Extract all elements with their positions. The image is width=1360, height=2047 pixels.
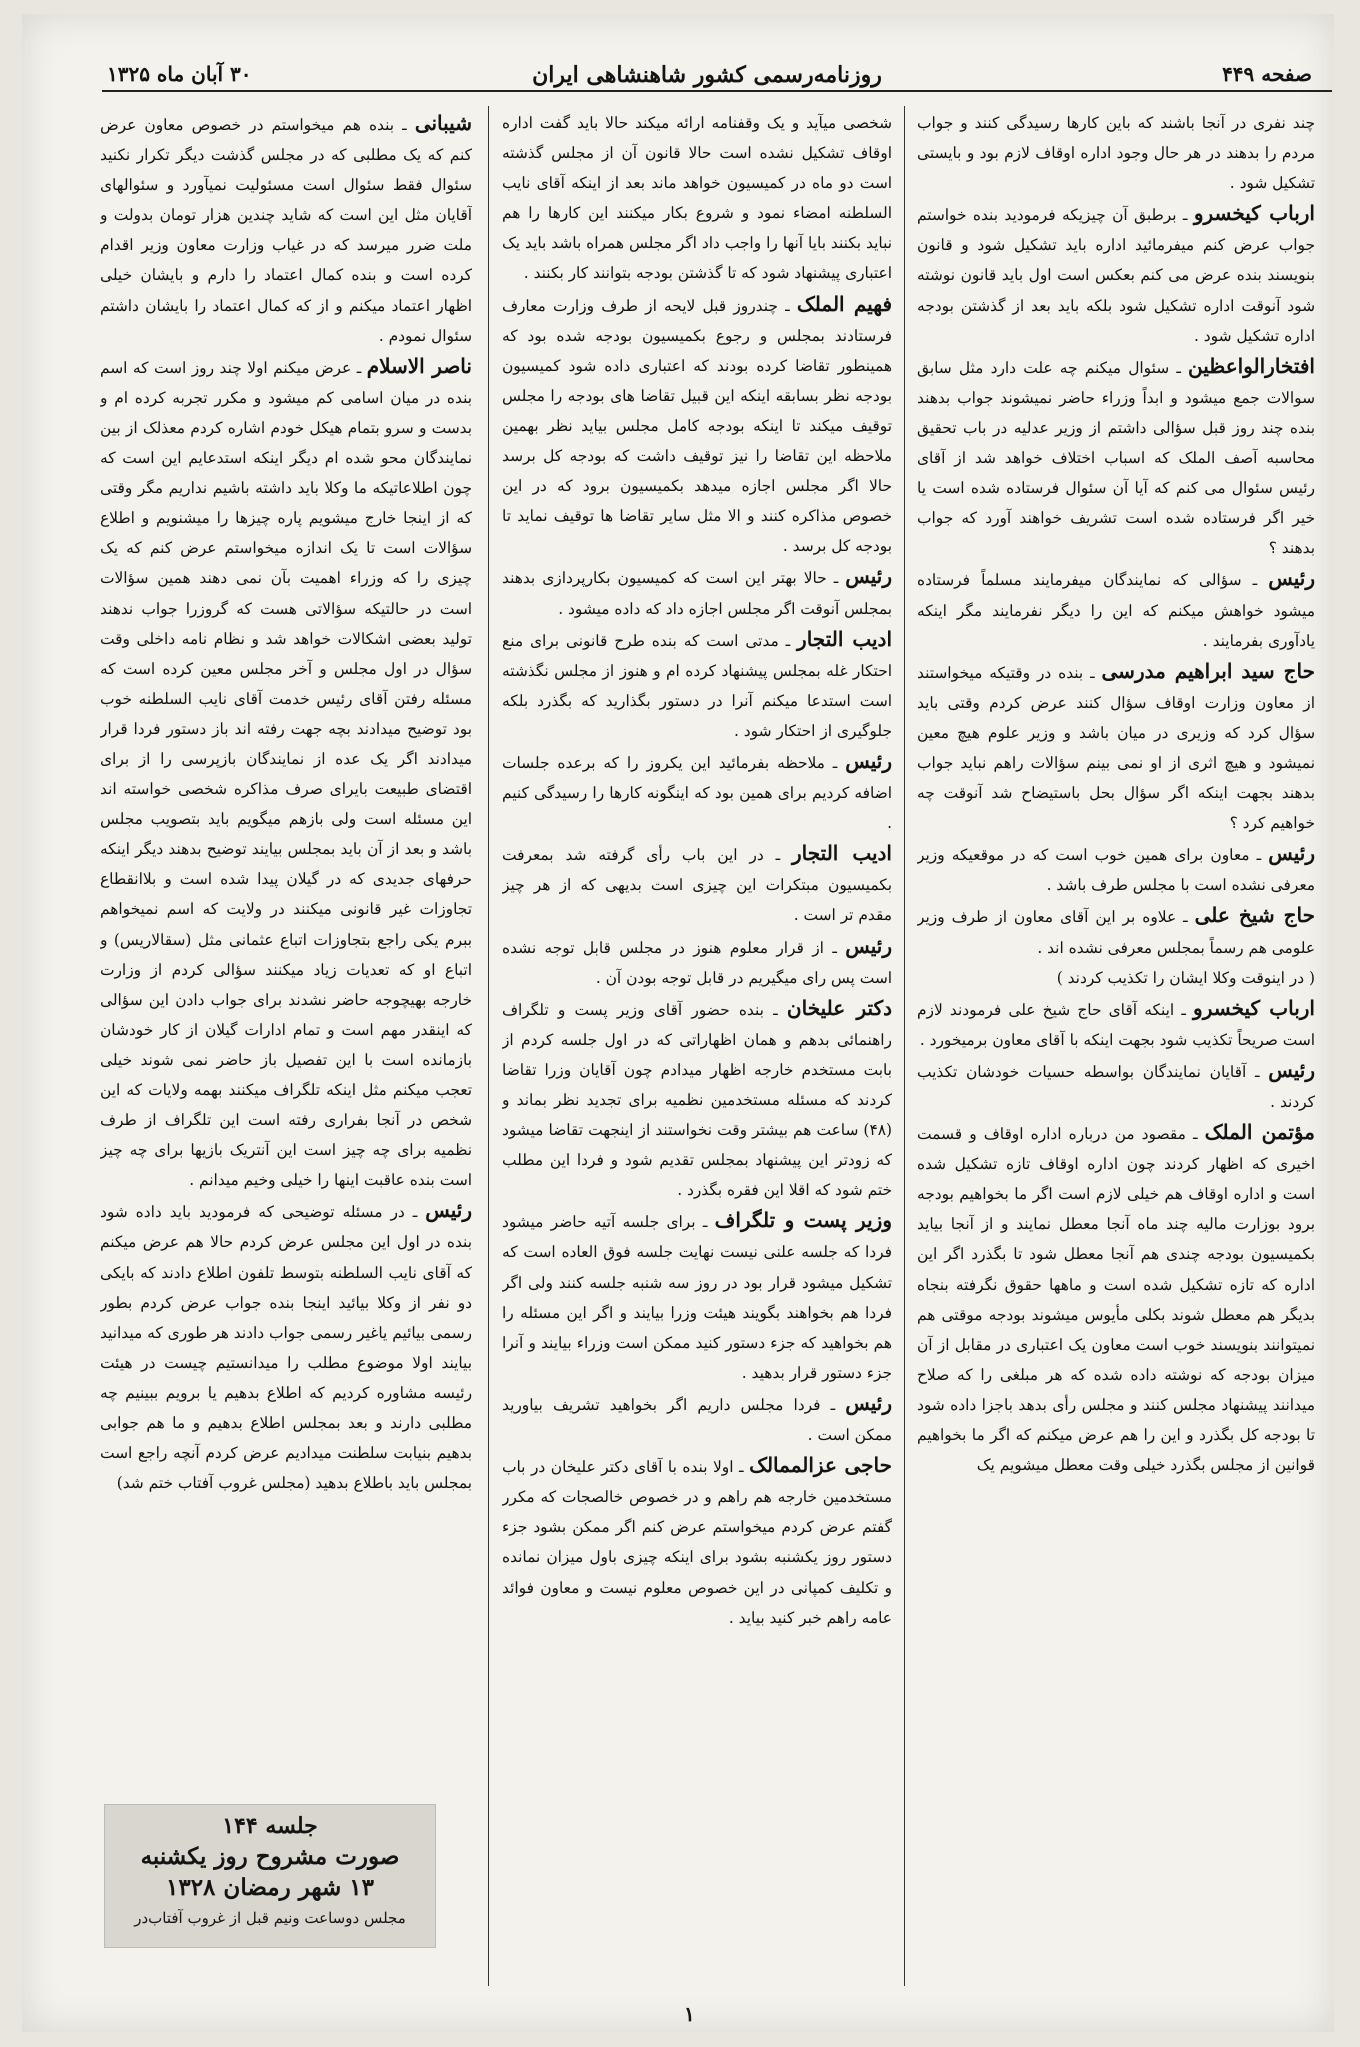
issue-date: ۳۰ آبان ماه ۱۳۲۵: [107, 62, 252, 86]
paragraph: [917, 900, 1315, 962]
newspaper-page: [22, 14, 1334, 2032]
paragraph-text: ـ در مسئله توضیحی که فرمودید باید داده شود بنده در اول این مجلس عرض کردم حالا هم عرض میکنم که آقای نایب السلطنه بتوسط تلفون اطلاع دادند که بایکی دو نفر از وکلا بیائید اینجا بنده جواب عرض کردم بطور رسمی بیائیم یاغیر رسمی جواب دادند هر طوری که میدانید بیایند اولا موضوع مطلب را میدانستیم چیست در هیئت رئیسه مشاوره کردیم که اطلاع بدهیم یا برویم ببینیم چه مطلبی دارند و بعد بمجلس اطلاع بدهیم و ما هم جوابی بدهیم بنیابت سلطنت میدادیم عرض کردم آنچه راجع است بمجلس باید باطلاع بدهید (مجلس غروب آفتاب ختم شد): [100, 1203, 472, 1493]
speaker-name: ناصر الاسلام: [366, 353, 472, 378]
session-date: ۱۳ شهر رمضان ۱۳۲۸: [166, 1874, 374, 1901]
paragraph: [917, 838, 1315, 900]
paragraph: [502, 289, 892, 562]
paragraph: [917, 198, 1315, 350]
speaker-name: مؤتمن الملک: [1204, 1120, 1315, 1145]
paragraph-text: ـ مدتی است که بنده طرح قانونی برای منع احتکار غله بمجلس پیشنهاد کرده ام و هنوز از مجلس نگذشته است استدعا میکنم آنرا در دستور بگذارید که بگذرد بلکه جلوگیری از احتکار شود .: [502, 631, 892, 740]
paragraph: [917, 963, 1315, 993]
paragraph-text: ـ برطبق آن چیزیکه فرمودید بنده خواستم جواب عرض کنم میفرمائید اداره باید تشکیل شود و قانون بنویسند بنده عرض می کنم بعکس است اول باید قانون نوشته شود آنوقت اداره تشکیل شود بلکه باید بعد از گذشتن بودجه اداره تشکیل شود .: [917, 206, 1315, 345]
paragraph: [917, 993, 1315, 1055]
paragraph-text: ( در اینوقت وکلا ایشان را تکذیب کردند ): [1056, 968, 1315, 987]
speaker-name: ارباب کیخسرو: [1193, 995, 1315, 1020]
paragraph-text: ـ چندروز قبل لایحه از طرف وزارت معارف فرستادند بمجلس و رجوع بکمیسیون بودجه شده بود که همینطور تقاضا کرده بودند که اعتباری داده شود کمیسیون بودجه نظر بسابقه اینکه این قبیل تقاضا های بودجه را مجلس توقیف میکند تا اینکه بودجه کامل مجلس بیاید نظر بهمین ملاحظه این تقاضا را نیز توقیف داشت که بودجه کل برسد حالا اگر مجلس اجازه میدهد بکمیسیون برود که در این خصوص مذاکره کنند و الا مثل سایر تقاضا ها توقیف نماید تا بودجه کل برسد .: [502, 296, 892, 556]
paragraph: [502, 1388, 892, 1450]
speaker-name: رئیس: [845, 748, 892, 773]
paragraph-text: ـ در این باب رأی گرفته شد بمعرفت بکمیسیون مبتکرات این چیزی است بدیهی که از هر چیز مقدم تر است .: [502, 846, 892, 925]
paragraph: [502, 993, 892, 1206]
paragraph: [100, 351, 472, 1196]
speaker-name: رئیس: [845, 1390, 892, 1415]
paragraph: [917, 656, 1315, 839]
page-number: صفحه ۴۴۹: [1222, 62, 1312, 86]
paragraph: [100, 108, 472, 351]
session-number: جلسه ۱۴۴: [222, 1813, 318, 1839]
paragraph: [502, 838, 892, 930]
speaker-name: افتخارالواعظین: [1188, 353, 1315, 378]
paragraph-text: ـ بنده حضور آقای وزیر پست و تلگراف راهنمائی بدهم و همان اظهاراتی که در اول جلسه کردم از بابت مستخدم خارجه اظهار میدادم چون آقایان وزرا تقاضا کردند که مسئله مستخدمین نظمیه برای تجدید نظر بماند و (۴۸) ساعت هم بیشتر وقت نخواستند از اینجهت تقاضا میشود که زودتر این پیشنهاد بمجلس تقدیم شود و فردا این مطلب ختم شود که اقلا این فقره بگذرد .: [502, 1000, 892, 1200]
paragraph-text: ـ اینکه آقای حاج شیخ علی فرمودند لازم است صریحاً تکذیب شود بجهت اینکه با آقای معاون برمیخورد .: [917, 1000, 1315, 1049]
session-box: [104, 1804, 436, 1948]
speaker-name: رئیس: [425, 1198, 472, 1223]
session-note: مجلس دوساعت ونیم قبل از غروب آفتاب‌در: [134, 1909, 406, 1927]
paragraph-text: شخصی میآید و یک وقفنامه ارائه میکند حالا باید گفت اداره اوقاف تشکیل نشده است حالا قانون آن از مجلس گذشته است دو ماه در کمیسیون خواهد ماند بعد از اینکه آقای نایب السلطنه امضاء نمود و شروع بکار میکنند این کارها را هم نباید بکنند بایا آنها را واجب داد اگر مجلس همراه باشد باید یک اعتباری پیشنهاد شود که تا گذشتن بودجه بتوانند کار بکنند .: [502, 114, 892, 283]
paragraph: [917, 351, 1315, 564]
paragraph-text: ـ علاوه بر این آقای معاون از طرف وزیر علومی هم رسماً بمجلس معرفی نشده اند .: [917, 908, 1315, 957]
speaker-name: حاج شیخ علی: [1194, 903, 1315, 928]
paragraph-text: ـ سؤالی که نمایندگان میفرمایند مسلماً فرستاده میشود خواهش میکنم که این را دیگر نفرمایند مگر اینکه یادآوری بفرمایند .: [917, 571, 1315, 650]
paragraph-text: ـ عرض میکنم اولا چند روز است که اسم بنده در میان اسامی کم میشود و مکرر تجربه کرده ام و بدست و سرو بتمام هیکل خودم اشاره کردم معذلک از بین نمایندگان محو شده ام دیگر اینکه استدعایم این است که چون اطلاعاتیکه ما وکلا باید داشته باشیم نداریم مگر وقتی که از اینجا خارج میشویم پاره چیزها را میشنویم و اطلاع سؤالات است تا یک اندازه میخواستم عرض کنم که یک چیزی را که وزراء اهمیت بآن نمی دهند همین سؤالات است در حالتیکه سؤالاتی هست که گروزرا جواب ندهند تولید بعضی اشکالات خواهد شد و نظام نامه داخلی وقت سؤال در اول مجلس و آخر مجلس معین کرده است که مسئله رفتن آقای رئیس خدمت آقای نایب السلطنه خوب بود توضیح میدادند بچه جهت رفته اند باز دستور فردا قرار میدادند اگر یک عده از نمایندگان بازپرسی را از برای اقتضای طبیعت بایرای صرف مذاکره شخصی خواسته اند این مسئله است ولی بازهم میگویم باید بتصویب مجلس باشد و بعد از آن باید بمجلس بیایند توضیح بدهند دیگر اینکه حرفهای جدیدی که در گیلان پیدا شده است و بلاانقطاع تجاوزات غیر قانونی میکنند در ولایت که اسم نمیخواهم ببرم یکی راجع بتجاوزات اتباع عثمانی مثل (سقالاریس) و اتباع او که تعدیات زیاد میکنند سؤالی کردم از وزارت خارجه بهیچوجه حاضر نشدند برای جواب دادن این سؤالی که اینقدر مهم است و تمام ادارات گیلان از کار خودشان بازمانده است با این تفصیل باز حاضر نمی شوند خیلی تعجب میکنم مثل اینکه تلگراف میکنند بهمه ولایات که این شخص در آنجا بفراری رفته است این تلگراف از طرف نظمیه برای چه چیز است این آنتریک بازیها برای چه چیز است بنده عاقبت اینها را خیلی وخیم میدانم .: [100, 358, 472, 1190]
paragraph: [502, 746, 892, 838]
column-divider-right: [904, 106, 905, 1986]
paragraph: [502, 561, 892, 623]
paragraph-text: ـ اولا بنده با آقای دکتر علیخان در باب مستخدمین خارجه هم راهم و در خصوص خالصجات که مکرر گفتم عرض کردم میخواستم عرض کنم اگر ممکن بشود جزء دستور روز یکشنبه بشود برای اینکه چیزی باول میزان نمانده و تکلیف کمپانی در این خصوص معلوم نیست و معاون فوائد عامه راهم خبر کنید بیاید .: [502, 1458, 892, 1627]
paragraph: [502, 1205, 892, 1388]
speaker-name: حاج سید ابراهیم مدرسی: [1101, 658, 1315, 683]
paragraph-text: ـ بنده در وقتیکه میخواستند از معاون وزارت اوقاف سؤال کنند عرض کردم وقتی باید سؤال کرد که وزیری در میان باشد و وزیر علوم هیچ معین نمیشود و هیچ اثری از او نمی بینم سؤالات راهم نباید جواب بدهند بجهت اینکه اگر سؤال بحل باستیضاح شد آنوقت چه خواهیم کرد ؟: [917, 663, 1315, 833]
speaker-name: رئیس: [1268, 1057, 1315, 1082]
paragraph-text: ـ از قرار معلوم هنوز در مجلس قابل توجه نشده است پس رای میگیریم در قابل توجه بودن آن .: [502, 938, 892, 987]
speaker-name: دکتر علیخان: [786, 995, 892, 1020]
paragraph: [917, 108, 1315, 198]
paragraph: [917, 563, 1315, 655]
speaker-name: ارباب کیخسرو: [1193, 201, 1315, 226]
paragraph-text: چند نفری در آنجا باشند که باین کارها رسیدگی کنند و جواب مردم را بدهند در هر حال وجود اداره اوقاف لازم بود و بایستی تشکیل شود .: [917, 114, 1315, 193]
speaker-name: فهیم الملک: [796, 291, 892, 316]
paragraph-text: ـ حالا بهتر این است که کمیسیون بکارپردازی بدهند بمجلس آنوقت اگر مجلس اجازه داد که داده میشود .: [502, 569, 892, 618]
speaker-name: ادیب التجار: [792, 841, 892, 866]
paragraph-text: ـ بنده هم میخواستم در خصوص معاون عرض کنم که یک مطلبی که در مجلس گذشت دیگر تکرار نکنید سئوال فقط سئوال است مسئولیت نمیآورد و سئوالهای آقایان مثل این است که شاید چندین هزار تومان بدولت و ملت ضرر میرسد که در غیاب وزارت معاون وزیر اقدام کرده است و بنده کمال اعتماد را دارم و بایشان خیلی اظهار اعتماد میکنم و از که کمال اعتماد را بایشان داشتم سئوال نمودم .: [100, 116, 472, 345]
column-right: [917, 108, 1315, 1968]
paragraph-text: ـ برای جلسه آتیه حاضر میشود فردا که جلسه علنی نیست نهایت جلسه فوق العاده است که تشکیل میشود قرار بود در روز سه شنبه جلسه کنند ولی اگر فردا هم بخواهند بگویند هیئت وزرا بیایند و اگر این مسئله را هم بخواهید که جزء دستور کنید ممکن است وزراء بیایند و آنرا جزء دستور قرار بدهید .: [502, 1213, 892, 1382]
speaker-name: رئیس: [845, 933, 892, 958]
paragraph: [502, 1450, 892, 1633]
speaker-name: وزیر پست و تلگراف: [714, 1208, 892, 1233]
newspaper-title: روزنامه‌رسمی کشور شاهنشاهی ایران: [532, 62, 882, 88]
paragraph-text: ـ معاون برای همین خوب است که در موقعیکه وزیر معرفی نشده است با مجلس طرف باشد .: [917, 846, 1315, 895]
paragraph-text: ـ فردا مجلس داریم اگر بخواهید تشریف بیاورید ممکن است .: [502, 1395, 892, 1445]
column-middle: [502, 108, 892, 1968]
speaker-name: رئیس: [1268, 841, 1315, 866]
paragraph: [502, 624, 892, 746]
paragraph-text: ـ سئوال میکنم چه علت دارد مثل سابق سوالات جمع میشود و ابداً وزراء حاضر نمیشوند جواب بدهند بنده چند روز قبل سؤالی داشتم از وزیر عدلیه در باب تحقیق محاسبه آصف الملک که اسباب اختلاف خواهد شد از آقای رئیس سئوال می کنم که آیا آن سئوال فرستاده شده است یا خیر اگر فرستاده شده است تشریف خواهند آورد که جواب بدهند ؟: [917, 358, 1315, 558]
session-title: صورت مشروح روز یکشنبه: [140, 1843, 400, 1870]
paragraph-text: ـ مقصود من درباره اداره اوقاف و قسمت اخیری که اظهار کردند چون اداره اوقاف تازه تشکیل شده است و اداره اوقاف هم خیلی لازم است اگر ما بخواهیم بودجه برود بوزارت مالیه چند ماه آنجا معطل نمایند و از آنجا بیاید بکمیسیون بودجه چندی هم آنجا معطل شود تا بگذرد اگر این اداره که تازه تشکیل شده است و ماهها حقوق نگرفته بنجاه بدیگر هم معطل شوند بکلی مأیوس میشوند بودجه موقتی هم نمیتوانند بنویسند خوب است معاون یک اعتباری در مقابل از آن میزان بودجه که نوشته داده شده که هر مبلغی را که صلاح میدانند پیشنهاد مجلس کنند و مجلس رأی بدهد باجزا داده شود تا بودجه کل بگذرد و این را هم عرض میکنم که اگر ما بخواهیم قوانین از مجلس بگذرد خیلی وقت معطل میشویم یک: [917, 1125, 1315, 1475]
speaker-name: رئیس: [845, 564, 892, 589]
paragraph: [502, 931, 892, 993]
speaker-name: ادیب التجار: [797, 626, 892, 651]
page-header: [82, 54, 1332, 94]
column-divider-left: [488, 106, 489, 1986]
paragraph: [502, 108, 892, 289]
paragraph: [917, 1117, 1315, 1480]
speaker-name: رئیس: [1268, 566, 1315, 591]
paragraph: [100, 1195, 472, 1498]
paragraph-text: ـ ملاحظه بفرمائید این یکروز را که برعده جلسات اضافه کردیم برای همین بود که اینگونه کارها را رسیدگی کنیم .: [502, 753, 892, 833]
page-folio: ۱: [684, 2002, 695, 2026]
speaker-name: شیبانی: [414, 111, 472, 135]
paragraph-text: ـ آقایان نمایندگان بواسطه حسیات خودشان تکذیب کردند .: [917, 1062, 1315, 1111]
paragraph: [917, 1055, 1315, 1117]
header-rule: [102, 90, 1332, 92]
column-left: [100, 108, 472, 1798]
speaker-name: حاجی عزالممالک: [749, 1453, 892, 1478]
